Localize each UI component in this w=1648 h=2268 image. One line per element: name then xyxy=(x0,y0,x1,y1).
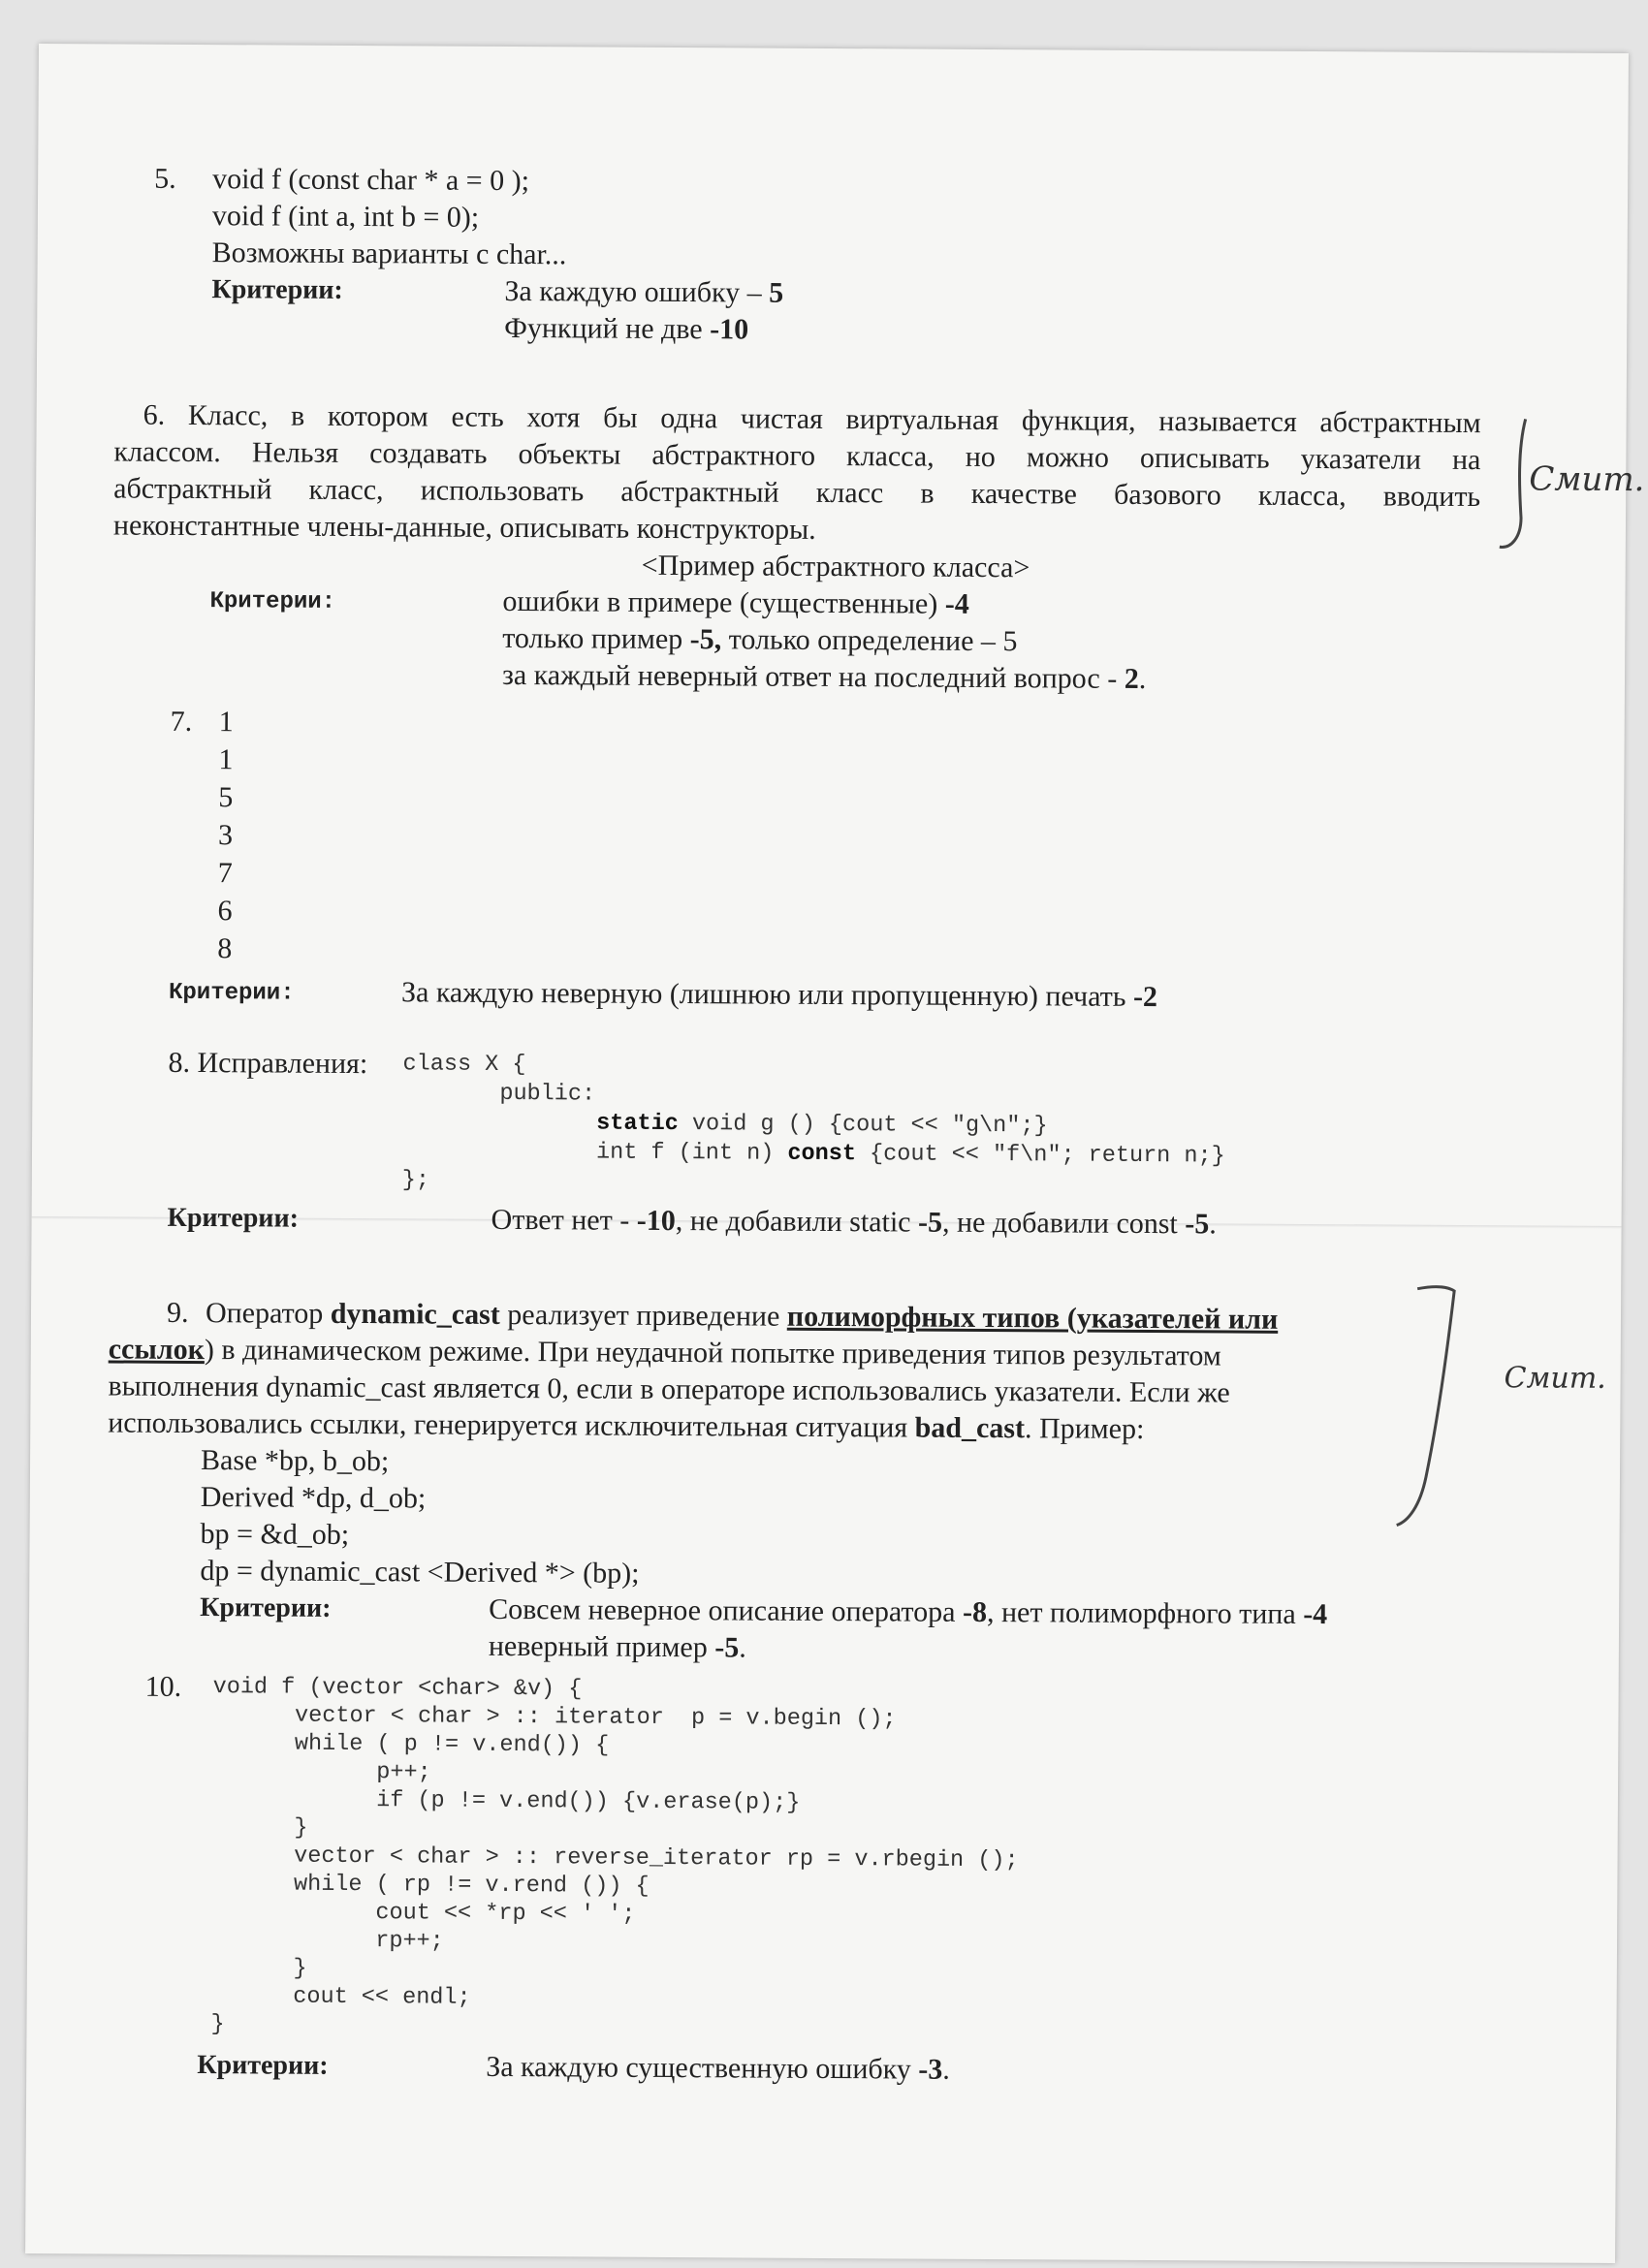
q10-code-line-9: cout << *rp << ' '; xyxy=(211,1899,636,1928)
q7-output-4: 3 xyxy=(217,819,234,852)
q7-number: 7. xyxy=(170,705,193,738)
q9-criteria-label: Критерии: xyxy=(200,1592,332,1623)
q8-criteria-label: Критерии: xyxy=(167,1202,300,1234)
q9-example-line-1: Base *bp, b_ob; xyxy=(200,1444,390,1478)
q9-criteria-2: неверный пример -5. xyxy=(488,1629,746,1664)
q10-criteria: За каждую существенную ошибку -3. xyxy=(486,2050,950,2086)
q9-number: 9. xyxy=(166,1296,189,1329)
q8-code-line-5: }; xyxy=(401,1167,430,1194)
q6-criteria-label: Критерии: xyxy=(209,588,336,615)
q5-number: 5. xyxy=(154,162,176,195)
q10-number: 10. xyxy=(144,1670,182,1703)
q9-margin-note: Смит. xyxy=(1504,1361,1606,1396)
q10-code-line-7: vector < char > :: reverse_iterator rp = v.rbegin (); xyxy=(211,1843,1019,1874)
q8-label: 8. Исправления: xyxy=(168,1046,368,1081)
q7-output-5: 7 xyxy=(217,857,233,890)
q6-criteria-2: только пример -5, только определение – 5 xyxy=(502,621,1018,658)
q10-code-line-2: vector < char > :: iterator p = v.begin (); xyxy=(212,1702,897,1733)
q6-criteria-1: ошибки в примере (существенные) -4 xyxy=(502,584,969,620)
q6-example-placeholder: <Пример абстрактного класса> xyxy=(641,549,1030,584)
q10-code-line-4: p++; xyxy=(212,1758,431,1786)
q7-output-1: 1 xyxy=(218,706,234,739)
q10-code-line-6: } xyxy=(211,1814,308,1842)
q10-code-line-10: rp++; xyxy=(210,1927,444,1955)
q7-output-2: 1 xyxy=(218,743,234,776)
q10-code-line-5: if (p != v.end()) {v.erase(p);} xyxy=(211,1786,801,1816)
scanned-page xyxy=(25,44,1645,2263)
q6-text-line-4: неконстантные члены-данные, описывать конструкторы. xyxy=(112,509,816,546)
q9-margin-bracket xyxy=(1397,1283,1476,1535)
q7-criteria: За каждую неверную (лишнюю или пропущенную) печать -2 xyxy=(400,976,1158,1014)
q9-text-line-4: использовались ссылки, генерируется исключительная ситуация bad_cast. Пример: xyxy=(108,1406,1145,1445)
q10-code-line-11: } xyxy=(210,1955,307,1982)
q8-code-line-2: public: xyxy=(499,1080,596,1108)
q5-note: Возможны варианты с char... xyxy=(211,236,567,271)
q9-text-line-1: Оператор dynamic_cast реализует приведение полиморфных типов (указателей или xyxy=(205,1297,1279,1336)
q5-criteria-1: За каждую ошибку – 5 xyxy=(504,274,784,309)
q6-text-line-2: классом. Нельзя создавать объекты абстрактного класса, но можно описывать указатели на xyxy=(113,435,1481,477)
q9-criteria-1: Совсем неверное описание оператора -8, нет полиморфного типа -4 xyxy=(489,1592,1328,1631)
q8-code-line-3: static void g () {cout << "g\n";} xyxy=(596,1110,1048,1140)
q9-example-line-3: bp = &d_ob; xyxy=(200,1518,350,1551)
q7-output-7: 8 xyxy=(217,932,233,965)
q9-example-line-2: Derived *dp, d_ob; xyxy=(200,1481,427,1515)
q5-criteria-label: Критерии: xyxy=(211,274,343,305)
q10-code-line-8: while ( rp != v.rend ()) { xyxy=(211,1871,650,1900)
q6-text-line-3: абстрактный класс, использовать абстрактный класс в качестве базового класса, вводить xyxy=(113,472,1481,514)
q10-code-line-1: void f (vector <char> &v) { xyxy=(212,1674,583,1703)
question-5 xyxy=(39,44,1629,346)
q7-output-6: 6 xyxy=(217,895,233,928)
q8-criteria: Ответ нет - -10, не добавили static -5, не добавили const -5. xyxy=(491,1203,1217,1241)
q7-output-3: 5 xyxy=(218,781,234,814)
q7-criteria-label: Критерии: xyxy=(168,979,295,1007)
q6-margin-note: Смит. xyxy=(1529,459,1645,500)
q9-text-line-3: выполнения dynamic_cast является 0, если в операторе использовались указатели. Если же xyxy=(108,1370,1230,1409)
q10-code-line-12: cout << endl; xyxy=(210,1983,471,2011)
q8-code-line-4: int f (int n) const {cout << "f\n"; return n;} xyxy=(595,1139,1225,1170)
q9-example-line-4: dp = dynamic_cast <Derived *> (bp); xyxy=(200,1555,640,1590)
q8-code-line-1: class X { xyxy=(402,1051,526,1079)
q6-criteria-3: за каждый неверный ответ на последний вопрос - 2. xyxy=(501,658,1147,695)
q10-code-line-3: while ( p != v.end()) { xyxy=(212,1730,610,1759)
q10-criteria-label: Критерии: xyxy=(197,2050,329,2081)
q6-text-line-1: 6. Класс, в котором есть хотя бы одна чистая виртуальная функция, называется абстрактным xyxy=(143,398,1481,440)
q9-text-line-2: ссылок) в динамическом режиме. При неудачной попытке приведения типов результатом xyxy=(108,1333,1221,1372)
q10-code-line-13: } xyxy=(210,2011,225,2038)
q5-code-line-1: void f (const char * a = 0 ); xyxy=(212,163,530,198)
q5-criteria-2: Функций не две -10 xyxy=(504,311,749,346)
q5-code-line-2: void f (int a, int b = 0); xyxy=(211,200,480,234)
